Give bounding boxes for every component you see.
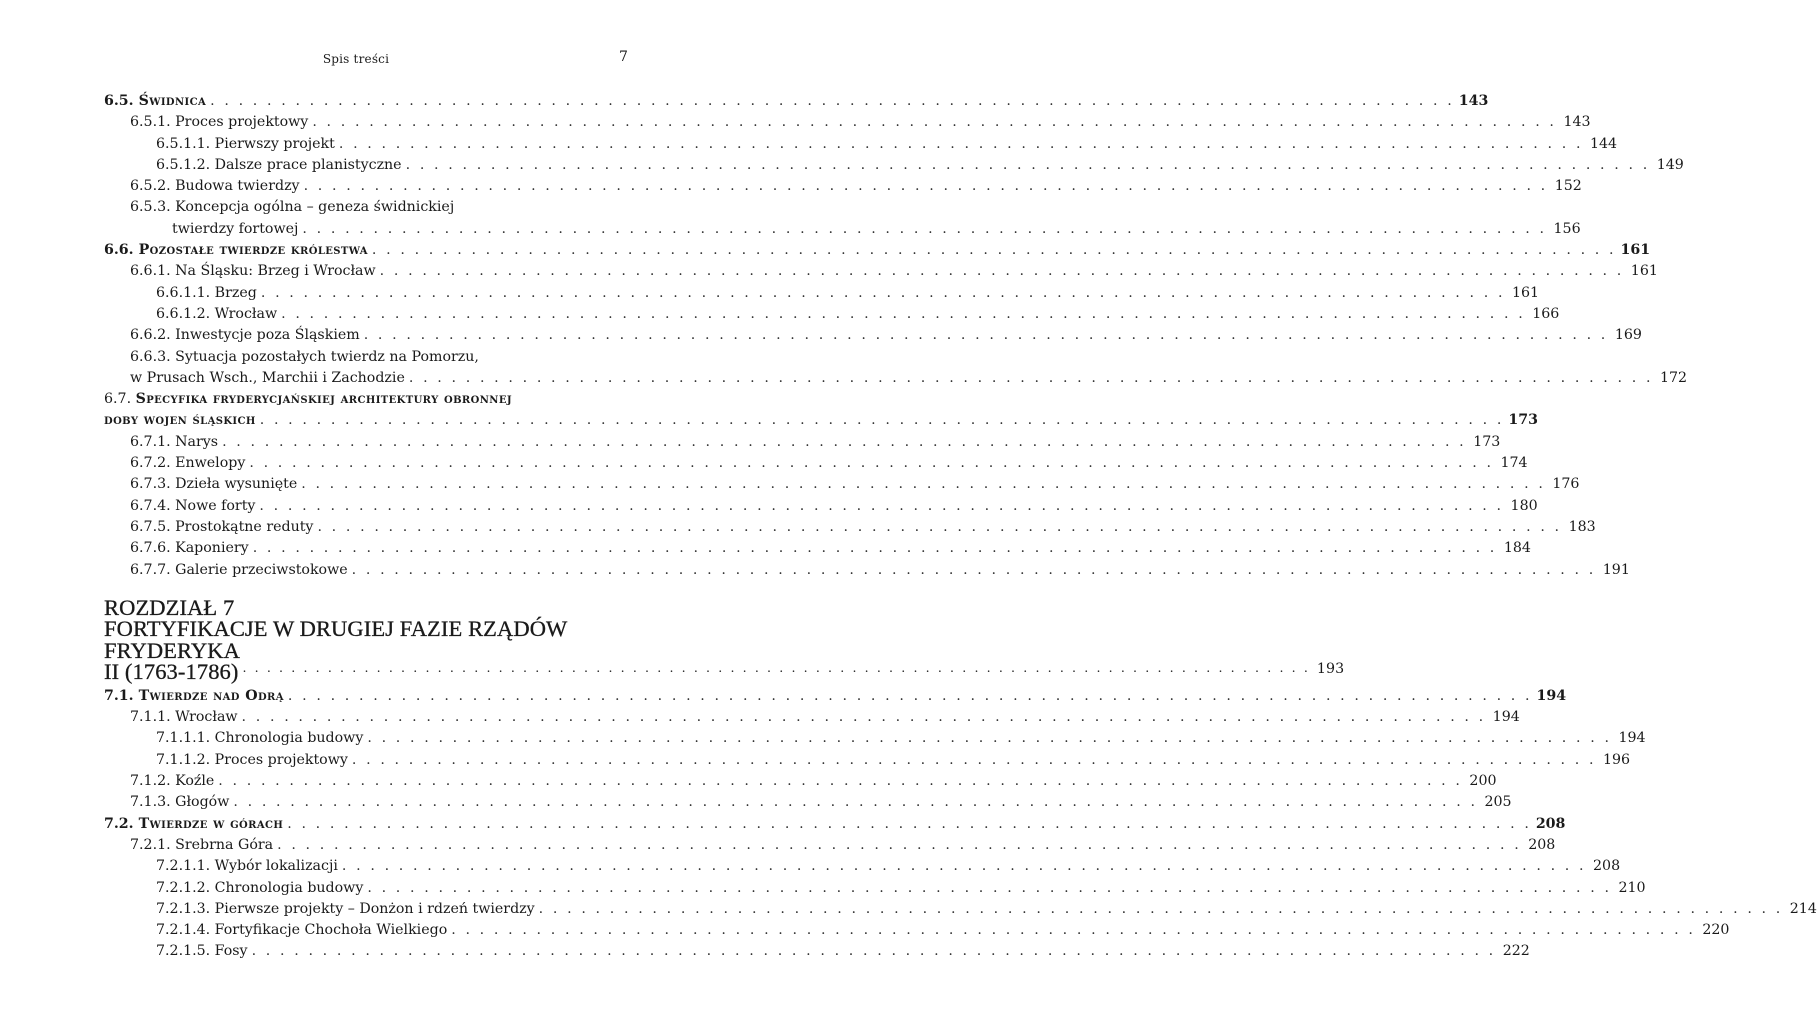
toc-entry-7-2-1-3[interactable]: 7.2.1.3. Pierwsze projekty – Donżon i rdzeń twierdzy . . . . . . . . . . . . . . . . . . . . . . . . . . . . . . . . . . . . . . . . . . . . . . . . . . . . . . . . . . . . . . . . . . . . . . . . . . . . . . . . . . . . . . . . 214 [104,899,622,920]
leader-dots: . . . . . . . . . . . . . . . . . . . . . . . . . . . . . . . . . . . . . . . . . . . . . . . . . . . . . . . . . . . . . . . . . . . . . . . . . . . . . . . . . . . . . . . . [303,178,1548,195]
leader-dots: . . . . . . . . . . . . . . . . . . . . . . . . . . . . . . . . . . . . . . . . . . . . . . . . . . . . . . . . . . . . . . . . . . . . . . . . . . . . . . . . . . . . . . . . [351,751,1597,768]
page-ref: 210 [1618,879,1646,896]
chapter-title-line1: FORTYFIKACJE W DRUGIEJ FAZIE RZĄDÓW [104,616,568,642]
page-ref: 220 [1702,922,1730,939]
toc-entry-7-2-1-1[interactable]: 7.2.1.1. Wybór lokalizacji . . . . . . . . . . . . . . . . . . . . . . . . . . . . . . . . . . . . . . . . . . . . . . . . . . . . . . . . . . . . . . . . . . . . . . . . . . . . . . . . . . . . . . . . 208 [104,856,622,877]
leader-dots: . . . . . . . . . . . . . . . . . . . . . . . . . . . . . . . . . . . . . . . . . . . . . . . . . . . . . . . . . . . . . . . . . . . . . . . . . . . . . . . . . . . . . . . . [210,93,1455,109]
page-number: 7 [619,49,628,65]
toc-entry-6-5-1[interactable]: 6.5.1. Proces projektowy . . . . . . . . . . . . . . . . . . . . . . . . . . . . . . . . . . . . . . . . . . . . . . . . . . . . . . . . . . . . . . . . . . . . . . . . . . . . . . . . . . . . . . . . 143 [104,112,622,133]
page-ref: 169 [1614,327,1642,344]
toc-entry-6-7-4[interactable]: 6.7.4. Nowe forty . . . . . . . . . . . . . . . . . . . . . . . . . . . . . . . . . . . . . . . . . . . . . . . . . . . . . . . . . . . . . . . . . . . . . . . . . . . . . . . . . . . . . . . . 180 [104,496,622,517]
toc-entry-7-2-1[interactable]: 7.2.1. Srebrna Góra . . . . . . . . . . . . . . . . . . . . . . . . . . . . . . . . . . . . . . . . . . . . . . . . . . . . . . . . . . . . . . . . . . . . . . . . . . . . . . . . . . . . . . . . 208 [104,835,622,856]
page-ref: 173 [1508,412,1538,429]
leader-dots: . . . . . . . . . . . . . . . . . . . . . . . . . . . . . . . . . . . . . . . . . . . . . . . . . . . . . . . . . . . . . . . . . . . . . . . . . . . . . . . . . . . . . . . . [259,497,1504,514]
leader-dots: . . . . . . . . . . . . . . . . . . . . . . . . . . . . . . . . . . . . . . . . . . . . . . . . . . . . . . . . . . . . . . . . . . . . . . . . . . . . . . . . . . . . . . . . [538,900,1783,917]
page-ref: 166 [1532,305,1560,322]
page-ref: 214 [1789,900,1817,917]
leader-dots: . . . . . . . . . . . . . . . . . . . . . . . . . . . . . . . . . . . . . . . . . . . . . . . . . . . . . . . . . . . . . . . . . . . . . . . . . . . . . . . . . . . . . . . . [252,540,1497,557]
toc-entry-7-1-2[interactable]: 7.1.2. Koźle . . . . . . . . . . . . . . . . . . . . . . . . . . . . . . . . . . . . . . . . . . . . . . . . . . . . . . . . . . . . . . . . . . . . . . . . . . . . . . . . . . . . . . . . 200 [104,771,622,792]
chapter-title-line2: FRYDERYKA II (1763-1786) [104,637,239,685]
toc-entry-7-1-1-2[interactable]: 7.1.1.2. Proces projektowy . . . . . . . . . . . . . . . . . . . . . . . . . . . . . . . . . . . . . . . . . . . . . . . . . . . . . . . . . . . . . . . . . . . . . . . . . . . . . . . . . . . . . . . . 196 [104,750,622,771]
page-ref: 193 [1316,661,1345,678]
page-ref: 144 [1589,135,1618,152]
leader-dots: . . . . . . . . . . . . . . . . . . . . . . . . . . . . . . . . . . . . . . . . . . . . . . . . . . . . . . . . . . . . . . . . . . . . . . . . . . . . . . . . . . . . . . . . [233,794,1478,811]
toc-entry-6-7-3[interactable]: 6.7.3. Dzieła wysunięte . . . . . . . . . . . . . . . . . . . . . . . . . . . . . . . . . . . . . . . . . . . . . . . . . . . . . . . . . . . . . . . . . . . . . . . . . . . . . . . . . . . . . . . . 176 [104,474,622,495]
leader-dots: . . . . . . . . . . . . . . . . . . . . . . . . . . . . . . . . . . . . . . . . . . . . . . . . . . . . . . . . . . . . . . . . . . . . . . . . . . . . . . . . . . . . . . . . [367,730,1612,747]
toc-entry-6-6-1[interactable]: 6.6.1. Na Śląsku: Brzeg i Wrocław . . . . . . . . . . . . . . . . . . . . . . . . . . . . . . . . . . . . . . . . . . . . . . . . . . . . . . . . . . . . . . . . . . . . . . . . . . . . . . . . . . . . . . . . 161 [104,261,622,282]
page-ref: 161 [1620,242,1651,259]
leader-dots: . . . . . . . . . . . . . . . . . . . . . . . . . . . . . . . . . . . . . . . . . . . . . . . . . . . . . . . . . . . . . . . . . . . . . . . . . . . . . . . . . . . . . . . . [379,263,1624,280]
leader-dots: . . . . . . . . . . . . . . . . . . . . . . . . . . . . . . . . . . . . . . . . . . . . . . . . . . . . . . . . . . . . . . . . . . . . . . . . . . . . . . . . . . . . . . . . [451,922,1696,939]
leader-dots: . . . . . . . . . . . . . . . . . . . . . . . . . . . . . . . . . . . . . . . . . . . . . . . . . . . . . . . . . . . . . . . . . . . . . . . . . . . . . . . . . . . . . . . . [408,369,1654,386]
page-ref: 208 [1535,815,1566,832]
toc-entry-6-5[interactable]: 6.5. Świdnica . . . . . . . . . . . . . . . . . . . . . . . . . . . . . . . . . . . . . . . . . . . . . . . . . . . . . . . . . . . . . . . . . . . . . . . . . . . . . . . . . . . . . . . . 143 [104,91,622,112]
page-ref: 173 [1473,433,1501,450]
page-ref: 172 [1659,369,1688,386]
leader-dots: . . . . . . . . . . . . . . . . . . . . . . . . . . . . . . . . . . . . . . . . . . . . . . . . . . . . . . . . . . . . . . . . . . . . . . . . . . . . . . . . . . . . . . . . [251,943,1496,960]
toc-entry-6-7-6[interactable]: 6.7.6. Kaponiery . . . . . . . . . . . . . . . . . . . . . . . . . . . . . . . . . . . . . . . . . . . . . . . . . . . . . . . . . . . . . . . . . . . . . . . . . . . . . . . . . . . . . . . . 184 [104,538,622,559]
leader-dots: . . . . . . . . . . . . . . . . . . . . . . . . . . . . . . . . . . . . . . . . . . . . . . . . . . . . . . . . . . . . . . . . . . . . . . . . . . . . . . . . . . . . . . . . [301,476,1546,493]
toc-entry-6-7-2[interactable]: 6.7.2. Enwelopy . . . . . . . . . . . . . . . . . . . . . . . . . . . . . . . . . . . . . . . . . . . . . . . . . . . . . . . . . . . . . . . . . . . . . . . . . . . . . . . . . . . . . . . . 174 [104,453,622,474]
leader-dots: . . . . . . . . . . . . . . . . . . . . . . . . . . . . . . . . . . . . . . . . . . . . . . . . . . . . . . . . . . . . . . . . . . . . . . . . . . . . . . . . . . . . . . . . [371,242,1617,259]
leader-dots: . . . . . . . . . . . . . . . . . . . . . . . . . . . . . . . . . . . . . . . . . . . . . . . . . . . . . . . . . . . . . . . . . . . . . . . . . . . . . . . . . . . . . . . . [338,135,1584,152]
page-ref: 208 [1528,836,1556,853]
leader-dots: . . . . . . . . . . . . . . . . . . . . . . . . . . . . . . . . . . . . . . . . . . . . . . . . . . . . . . . . . . . . . . . . . . . . . . . . . . . . . . . . . . . . . . . . [241,709,1486,726]
page-ref: 194 [1536,687,1567,704]
page-ref: 176 [1552,476,1580,493]
leader-dots: . . . . . . . . . . . . . . . . . . . . . . . . . . . . . . . . . . . . . . . . . . . . . . . . . . . . . . . . . . . . . . . . . . . . . . . . . . . . . . . . . . . . . . . . [317,518,1562,535]
toc-entry-7-2-1-4[interactable]: 7.2.1.4. Fortyfikacje Chochoła Wielkiego . . . . . . . . . . . . . . . . . . . . . . . . . . . . . . . . . . . . . . . . . . . . . . . . . . . . . . . . . . . . . . . . . . . . . . . . . . . . . . . . . . . . . . . . 220 [104,920,622,941]
toc-entry-6-5-1-1[interactable]: 6.5.1.1. Pierwszy projekt . . . . . . . . . . . . . . . . . . . . . . . . . . . . . . . . . . . . . . . . . . . . . . . . . . . . . . . . . . . . . . . . . . . . . . . . . . . . . . . . . . . . . . . . 144 [104,134,622,155]
leader-dots: . . . . . . . . . . . . . . . . . . . . . . . . . . . . . . . . . . . . . . . . . . . . . . . . . . . . . . . . . . . . . . . . . . . . . . . . . . . . . . . . . . . . . . . . [277,836,1522,853]
leader-dots: . . . . . . . . . . . . . . . . . . . . . . . . . . . . . . . . . . . . . . . . . . . . . . . . . . . . . . . . . . . . . . . . . . . . . . . . . . . . . . . . . . . . . . . . [260,284,1506,301]
toc-entry-7-2-1-2[interactable]: 7.2.1.2. Chronologia budowy . . . . . . . . . . . . . . . . . . . . . . . . . . . . . . . . . . . . . . . . . . . . . . . . . . . . . . . . . . . . . . . . . . . . . . . . . . . . . . . . . . . . . . . . 210 [104,878,622,899]
page-ref: 208 [1593,858,1621,875]
leader-dots: . . . . . . . . . . . . . . . . . . . . . . . . . . . . . . . . . . . . . . . . . . . . . . . . . . . . . . . . . . . . . . . . . . . . . . . . . . . . . . . . . . . . . . . . [218,773,1463,790]
leader-dots: . . . . . . . . . . . . . . . . . . . . . . . . . . . . . . . . . . . . . . . . . . . . . . . . . . . . . . . . . . . . . . . . . . . . . . . . . . . . . . . . . . . . . . . . [287,815,1532,832]
toc-entry-6-5-1-2[interactable]: 6.5.1.2. Dalsze prace planistyczne . . . . . . . . . . . . . . . . . . . . . . . . . . . . . . . . . . . . . . . . . . . . . . . . . . . . . . . . . . . . . . . . . . . . . . . . . . . . . . . . . . . . . . . . 149 [104,155,622,176]
leader-dots: . . . . . . . . . . . . . . . . . . . . . . . . . . . . . . . . . . . . . . . . . . . . . . . . . . . . . . . . . . . . . . . . . . . . . . . . . . . . . . . . . . . . . . . . [287,687,1533,704]
leader-dots: . . . . . . . . . . . . . . . . . . . . . . . . . . . . . . . . . . . . . . . . . . . . . . . . . . . . . . . . . . . . . . . . . . . . . . . . . . . . . . . . . . . . . . . . [405,156,1650,173]
leader-dots: . . . . . . . . . . . . . . . . . . . . . . . . . . . . . . . . . . . . . . . . . . . . . . . . . . . . . . . . . . . . . . . . . . . . . . . . . . . . . . . . . . . . . . . . [222,433,1467,450]
toc-entry-7-1[interactable]: 7.1. Twierdze nad Odrą . . . . . . . . . . . . . . . . . . . . . . . . . . . . . . . . . . . . . . . . . . . . . . . . . . . . . . . . . . . . . . . . . . . . . . . . . . . . . . . . . . . . . . . . 194 [104,686,622,707]
page-ref: 222 [1502,943,1530,960]
chapter-heading[interactable] [104,594,1345,685]
page-ref: 152 [1554,178,1582,195]
leader-dots: . . . . . . . . . . . . . . . . . . . . . . . . . . . . . . . . . . . . . . . . . . . . . . . . . . . . . . . . . . . . . . . . . . . . . . . . . . . . . . . . . . . . . . . . [363,327,1608,344]
toc-entry-6-6-3[interactable]: 6.6.3. Sytuacja pozostałych twierdz na Pomorzu, w Prusach Wsch., Marchii i Zachodzie . . . . . . . . . . . . . . . . . . . . . . . . . . . . . . . . . . . . . . . . . . . . . . . . . . . . . . . . . . . . . . . . . . . . . . . . . . . . . . . . . . . . . . . . 172 [104,347,622,390]
page-ref: 194 [1492,709,1520,726]
leader-dots: . . . . . . . . . . . . . . . . . . . . . . . . . . . . . . . . . . . . . . . . . . . . . . . . . . . . . . . . . . . . . . . . . . . . . . . . . . . . . . . . . . . . . . . . [281,305,1526,322]
toc-entry-6-6[interactable]: 6.6. Pozostałe twierdze królestwa . . . . . . . . . . . . . . . . . . . . . . . . . . . . . . . . . . . . . . . . . . . . . . . . . . . . . . . . . . . . . . . . . . . . . . . . . . . . . . . . . . . . . . . . 161 [104,240,622,261]
leader-dots: . . . . . . . . . . . . . . . . . . . . . . . . . . . . . . . . . . . . . . . . . . . . . . . . . . . . . . . . . . . . . . . . . . . . . . . . . . . . . . . . . . . . . . . . [302,220,1547,237]
page-ref: 205 [1484,794,1512,811]
toc-entry-7-1-1[interactable]: 7.1.1. Wrocław . . . . . . . . . . . . . . . . . . . . . . . . . . . . . . . . . . . . . . . . . . . . . . . . . . . . . . . . . . . . . . . . . . . . . . . . . . . . . . . . . . . . . . . . 194 [104,707,622,728]
page-ref: 156 [1553,220,1581,237]
leader-dots: . . . . . . . . . . . . . . . . . . . . . . . . . . . . . . . . . . . . . . . . . . . . . . . . . . . . . . . . . . . . . . . . . . . . . . . . . . . . . . . . . . . . . . . . [351,561,1596,578]
toc-entry-6-6-2[interactable]: 6.6.2. Inwestycje poza Śląskiem . . . . . . . . . . . . . . . . . . . . . . . . . . . . . . . . . . . . . . . . . . . . . . . . . . . . . . . . . . . . . . . . . . . . . . . . . . . . . . . . . . . . . . . . 169 [104,325,622,346]
toc-entry-7-2[interactable]: 7.2. Twierdze w górach . . . . . . . . . . . . . . . . . . . . . . . . . . . . . . . . . . . . . . . . . . . . . . . . . . . . . . . . . . . . . . . . . . . . . . . . . . . . . . . . . . . . . . . . 208 [104,814,622,835]
toc-entry-7-2-1-5[interactable]: 7.2.1.5. Fosy . . . . . . . . . . . . . . . . . . . . . . . . . . . . . . . . . . . . . . . . . . . . . . . . . . . . . . . . . . . . . . . . . . . . . . . . . . . . . . . . . . . . . . . . 222 [104,941,622,962]
toc-entry-6-7[interactable]: 6.7. Specyfika fryderycjańskiej architektury obronnej doby wojen śląskich . . . . . . . . . . . . . . . . . . . . . . . . . . . . . . . . . . . . . . . . . . . . . . . . . . . . . . . . . . . . . . . . . . . . . . . . . . . . . . . . . . . . . . . . 173 [104,389,622,432]
running-head: Spis treści [322,52,390,66]
leader-dots: . . . . . . . . . . . . . . . . . . . . . . . . . . . . . . . . . . . . . . . . . . . . . . . . . . . . . . . . . . . . . . . . . . . . . . . . . . . . . . . . . . . . . . . . [249,455,1494,472]
table-of-contents [104,91,1817,963]
page-ref: 161 [1511,284,1540,301]
page-ref: 143 [1458,93,1489,109]
page-ref: 194 [1618,730,1646,747]
page-ref: 196 [1603,751,1631,768]
page-ref: 180 [1510,497,1538,514]
toc-entry-6-7-7[interactable]: 6.7.7. Galerie przeciwstokowe . . . . . . . . . . . . . . . . . . . . . . . . . . . . . . . . . . . . . . . . . . . . . . . . . . . . . . . . . . . . . . . . . . . . . . . . . . . . . . . . . . . . . . . . 191 [104,560,622,581]
page-ref: 200 [1469,773,1497,790]
leader-dots: . . . . . . . . . . . . . . . . . . . . . . . . . . . . . . . . . . . . . . . . . . . . . . . . . . . . . . . . . . . . . . . . . . . . . . . . . . . . . . . . . . . . . . . . [312,114,1557,131]
toc-entry-6-5-3[interactable]: 6.5.3. Koncepcja ogólna – geneza świdnickiej twierdzy fortowej . . . . . . . . . . . . . . . . . . . . . . . . . . . . . . . . . . . . . . . . . . . . . . . . . . . . . . . . . . . . . . . . . . . . . . . . . . . . . . . . . . . . . . . . 156 [104,197,622,240]
page-ref: 191 [1602,561,1630,578]
leader-dots: . . . . . . . . . . . . . . . . . . . . . . . . . . . . . . . . . . . . . . . . . . . . . . . . . . . . . . . . . . . . . . . . . . . . . . . . . . . . . . . . . . . . . . . . [341,858,1587,875]
page-ref: 149 [1656,156,1684,173]
chapter-label: ROZDZIAŁ 7 [104,594,235,620]
page-ref: 184 [1503,540,1531,557]
toc-entry-6-7-1[interactable]: 6.7.1. Narys . . . . . . . . . . . . . . . . . . . . . . . . . . . . . . . . . . . . . . . . . . . . . . . . . . . . . . . . . . . . . . . . . . . . . . . . . . . . . . . . . . . . . . . . 173 [104,432,622,453]
leader-dots: . . . . . . . . . . . . . . . . . . . . . . . . . . . . . . . . . . . . . . . . . . . . . . . . . . . . . . . . . . . . . . . . . . . . . . . . . . . . . . . . . . . . . . . . [367,879,1612,896]
toc-entry-6-7-5[interactable]: 6.7.5. Prostokątne reduty . . . . . . . . . . . . . . . . . . . . . . . . . . . . . . . . . . . . . . . . . . . . . . . . . . . . . . . . . . . . . . . . . . . . . . . . . . . . . . . . . . . . . . . . 183 [104,517,622,538]
toc-entry-7-1-3[interactable]: 7.1.3. Głogów . . . . . . . . . . . . . . . . . . . . . . . . . . . . . . . . . . . . . . . . . . . . . . . . . . . . . . . . . . . . . . . . . . . . . . . . . . . . . . . . . . . . . . . . 205 [104,792,622,813]
toc-entry-6-6-1-1[interactable]: 6.6.1.1. Brzeg . . . . . . . . . . . . . . . . . . . . . . . . . . . . . . . . . . . . . . . . . . . . . . . . . . . . . . . . . . . . . . . . . . . . . . . . . . . . . . . . . . . . . . . . 161 [104,283,622,304]
toc-entry-7-1-1-1[interactable]: 7.1.1.1. Chronologia budowy . . . . . . . . . . . . . . . . . . . . . . . . . . . . . . . . . . . . . . . . . . . . . . . . . . . . . . . . . . . . . . . . . . . . . . . . . . . . . . . . . . . . . . . . 194 [104,728,622,749]
page-ref: 174 [1500,455,1528,472]
page-ref: 143 [1563,114,1591,131]
toc-entry-6-5-2[interactable]: 6.5.2. Budowa twierdzy . . . . . . . . . . . . . . . . . . . . . . . . . . . . . . . . . . . . . . . . . . . . . . . . . . . . . . . . . . . . . . . . . . . . . . . . . . . . . . . . . . . . . . . . 152 [104,176,622,197]
page-ref: 161 [1630,263,1658,280]
page-ref: 183 [1568,518,1596,535]
leader-dots: . . . . . . . . . . . . . . . . . . . . . . . . . . . . . . . . . . . . . . . . . . . . . . . . . . . . . . . . . . . . . . . . . . . . . . . . . . . . . . . . . . . . . . . . [259,412,1504,429]
leader-dots: . . . . . . . . . . . . . . . . . . . . . . . . . . . . . . . . . . . . . . . . . . . . . . . . . . . . . . . . . . . . . . . . . . . . . . . . . . . . . . . . . . . . . . . . [242,661,1311,677]
toc-entry-6-6-1-2[interactable]: 6.6.1.2. Wrocław . . . . . . . . . . . . . . . . . . . . . . . . . . . . . . . . . . . . . . . . . . . . . . . . . . . . . . . . . . . . . . . . . . . . . . . . . . . . . . . . . . . . . . . . 166 [104,304,622,325]
